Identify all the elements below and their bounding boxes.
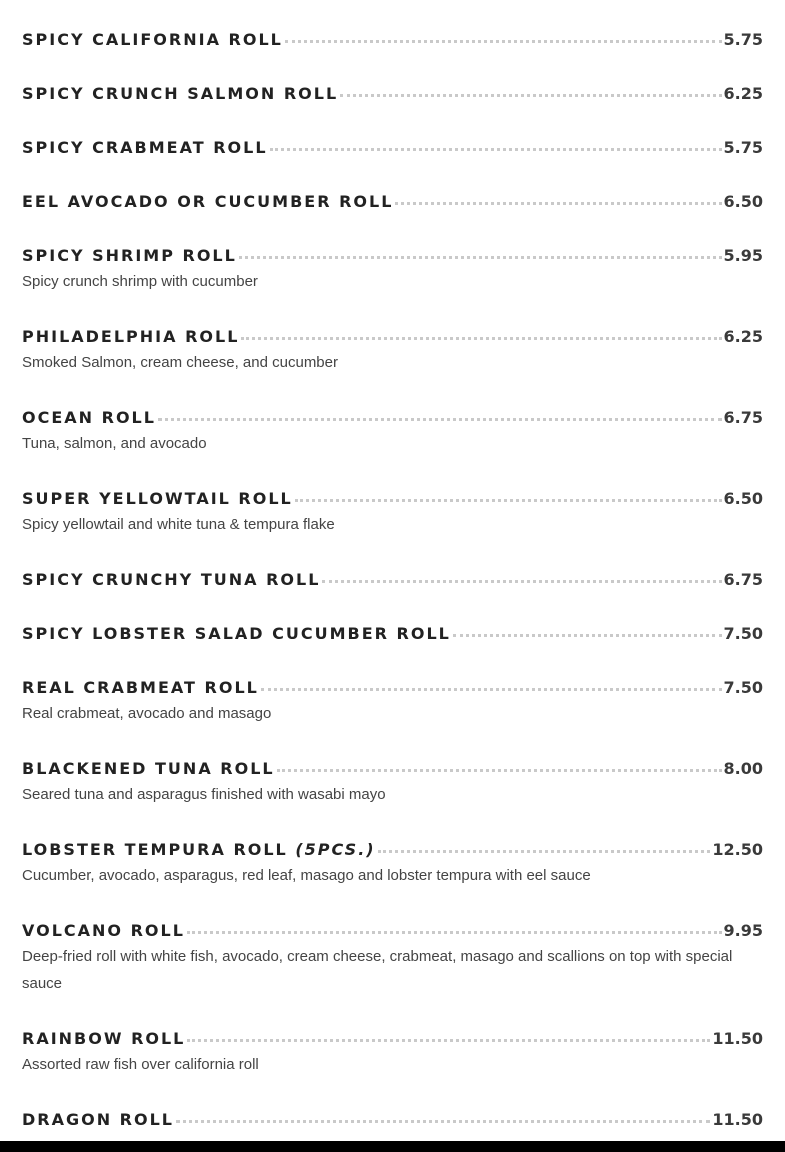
item-name: BLACKENED TUNA ROLL	[22, 759, 275, 778]
menu-item	[22, 921, 763, 1029]
dot-leader	[187, 1039, 710, 1042]
menu-item-row	[22, 1110, 763, 1130]
item-price: 7.50	[723, 624, 763, 643]
dot-leader	[241, 337, 721, 340]
item-description: Spicy crunch shrimp with cucumber	[22, 273, 258, 290]
item-name: OCEAN ROLL	[22, 408, 156, 427]
menu-item-row	[22, 759, 763, 779]
item-description: Smoked Salmon, cream cheese, and cucumber	[22, 354, 338, 371]
item-description: Seared tuna and asparagus finished with wasabi mayo	[22, 786, 386, 803]
menu-item	[22, 1029, 763, 1110]
item-description: Assorted raw fish over california roll	[22, 1056, 259, 1073]
dot-leader	[378, 850, 711, 853]
item-name: REAL CRABMEAT ROLL	[22, 678, 259, 697]
item-name	[22, 840, 376, 859]
menu-item-row	[22, 192, 763, 212]
menu-item	[22, 678, 763, 759]
item-price: 7.50	[723, 678, 763, 697]
item-name: DRAGON ROLL	[22, 1110, 174, 1129]
item-price: 9.95	[723, 921, 763, 940]
item-name: SPICY SHRIMP ROLL	[22, 246, 237, 265]
menu-item-row	[22, 921, 763, 941]
menu-item	[22, 327, 763, 408]
item-name: SUPER YELLOWTAIL ROLL	[22, 489, 293, 508]
menu-item-row	[22, 84, 763, 104]
menu-item	[22, 408, 763, 489]
dot-leader	[295, 499, 722, 502]
menu-item-row	[22, 840, 763, 860]
menu-item	[22, 624, 763, 678]
menu-item-row	[22, 30, 763, 50]
item-name: RAINBOW ROLL	[22, 1029, 186, 1048]
item-price: 8.00	[723, 759, 763, 778]
bottom-edge-bar	[0, 1141, 785, 1152]
item-description: Tuna, salmon, and avocado	[22, 435, 207, 452]
dot-leader	[285, 40, 722, 43]
menu-item	[22, 192, 763, 246]
menu-item-row	[22, 489, 763, 509]
menu-item-row	[22, 138, 763, 158]
dot-leader	[277, 769, 722, 772]
item-price: 6.25	[723, 327, 763, 346]
dot-leader	[270, 148, 722, 151]
item-description: Deep-fried roll with white fish, avocado, cream cheese, crabmeat, masago and scallions on top with special sauce	[22, 948, 733, 992]
item-description: Spicy yellowtail and white tuna & tempura flake	[22, 516, 335, 533]
item-name: SPICY CRUNCHY TUNA ROLL	[22, 570, 321, 589]
menu-item-row	[22, 408, 763, 428]
item-price: 5.75	[723, 30, 763, 49]
dot-leader	[453, 634, 722, 637]
item-price: 11.50	[712, 1110, 763, 1129]
dot-leader	[340, 94, 721, 97]
item-price: 6.75	[723, 570, 763, 589]
menu-item-row	[22, 678, 763, 698]
item-name: SPICY CRUNCH SALMON ROLL	[22, 84, 339, 103]
item-price: 5.75	[723, 138, 763, 157]
item-name: SPICY CALIFORNIA ROLL	[22, 30, 283, 49]
item-description: Cucumber, avocado, asparagus, red leaf, masago and lobster tempura with eel sauce	[22, 867, 591, 884]
item-name: SPICY LOBSTER SALAD CUCUMBER ROLL	[22, 624, 451, 643]
menu-item	[22, 570, 763, 624]
item-price: 6.50	[723, 192, 763, 211]
item-name: EEL AVOCADO OR CUCUMBER ROLL	[22, 192, 394, 211]
menu-item-row	[22, 246, 763, 266]
item-price: 5.95	[723, 246, 763, 265]
item-description: Real crabmeat, avocado and masago	[22, 705, 272, 722]
item-name: PHILADELPHIA ROLL	[22, 327, 240, 346]
item-price: 6.50	[723, 489, 763, 508]
menu-item-row	[22, 1029, 763, 1049]
dot-leader	[239, 256, 722, 259]
item-name: VOLCANO ROLL	[22, 921, 185, 940]
dot-leader	[261, 688, 722, 691]
dot-leader	[187, 931, 722, 934]
menu-item-row	[22, 624, 763, 644]
item-name: SPICY CRABMEAT ROLL	[22, 138, 268, 157]
menu-item	[22, 84, 763, 138]
menu-item-row	[22, 570, 763, 590]
menu-item	[22, 138, 763, 192]
item-price: 12.50	[712, 840, 763, 859]
dot-leader	[158, 418, 722, 421]
menu-item	[22, 759, 763, 840]
menu-item-row	[22, 327, 763, 347]
menu-item	[22, 489, 763, 570]
menu-item	[22, 1110, 763, 1140]
dot-leader	[322, 580, 721, 583]
menu-item	[22, 246, 763, 327]
item-price: 11.50	[712, 1029, 763, 1048]
item-price: 6.25	[723, 84, 763, 103]
item-name-text: LOBSTER TEMPURA ROLL	[22, 840, 288, 859]
dot-leader	[395, 202, 721, 205]
item-price: 6.75	[723, 408, 763, 427]
menu-item	[22, 30, 763, 84]
item-note: (5PCS.)	[295, 840, 376, 859]
menu-item	[22, 840, 763, 921]
menu-list	[22, 30, 763, 1140]
dot-leader	[176, 1120, 710, 1123]
